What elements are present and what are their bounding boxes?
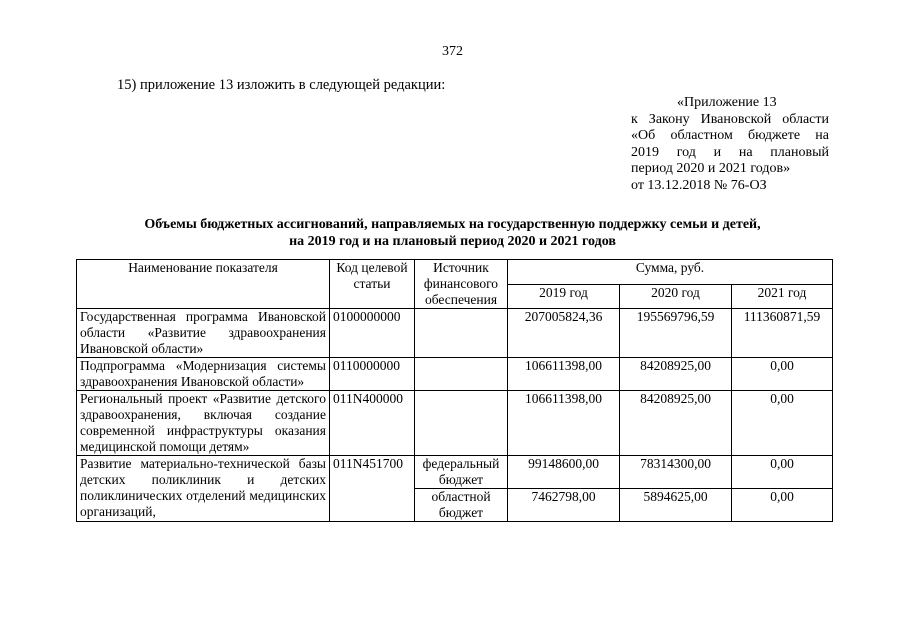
row-2019: 99148600,00 xyxy=(508,456,620,489)
row-source xyxy=(415,358,508,391)
row-source: областной бюджет xyxy=(415,489,508,522)
table-row xyxy=(77,309,833,358)
row-2019: 106611398,00 xyxy=(508,358,620,391)
title-line: Объемы бюджетных ассигнований, направляемых на государственную поддержку семьи и детей, xyxy=(144,217,761,232)
table-row xyxy=(77,358,833,391)
title-line: на 2019 год и на плановый период 2020 и 2021 годов xyxy=(289,234,616,249)
row-source xyxy=(415,309,508,358)
row-code: 011N400000 xyxy=(330,391,415,456)
header-2021: 2021 год xyxy=(732,284,833,309)
row-2021: 0,00 xyxy=(732,456,833,489)
appendix-line: к Закону Ивановской области xyxy=(631,111,829,127)
header-code: Код целевой статьи xyxy=(330,260,415,309)
header-source: Источник финансового обеспечения xyxy=(415,260,508,309)
appendix-line: «Об областном бюджете на xyxy=(631,128,829,143)
row-2020: 84208925,00 xyxy=(620,391,732,456)
header-2019: 2019 год xyxy=(508,284,620,309)
instruction-text: 15) приложение 13 изложить в следующей редакции: xyxy=(117,77,446,93)
document-title xyxy=(100,216,805,250)
appendix-line: от 13.12.2018 № 76-ОЗ xyxy=(631,177,767,193)
row-2021: 0,00 xyxy=(732,391,833,456)
row-2019: 207005824,36 xyxy=(508,309,620,358)
row-code: 0110000000 xyxy=(330,358,415,391)
row-code: 0100000000 xyxy=(330,309,415,358)
appendix-line: 2019 год и на плановый xyxy=(631,144,829,160)
header-name: Наименование показателя xyxy=(77,260,330,309)
row-2019: 106611398,00 xyxy=(508,391,620,456)
table-row xyxy=(77,456,833,489)
row-code: 011N451700 xyxy=(330,456,415,522)
appendix-line: период 2020 и 2021 годов» xyxy=(631,161,791,176)
row-2020: 84208925,00 xyxy=(620,358,732,391)
header-sum: Сумма, руб. xyxy=(508,260,833,285)
row-name: Развитие материально-технической базы детских поликлиник и детских поликлинических отделений медицинских организаций, xyxy=(77,456,330,522)
row-name: Региональный проект «Развитие детского здравоохранения, включая создание современной инфраструктуры оказания медицинской помощи детям» xyxy=(77,391,330,456)
row-2020: 195569796,59 xyxy=(620,309,732,358)
row-source: федеральный бюджет xyxy=(415,456,508,489)
header-2020: 2020 год xyxy=(620,284,732,309)
table-header-row xyxy=(77,260,833,285)
row-2021: 0,00 xyxy=(732,358,833,391)
row-2020: 78314300,00 xyxy=(620,456,732,489)
row-2021: 0,00 xyxy=(732,489,833,522)
page-number: 372 xyxy=(442,44,463,59)
appendix-reference xyxy=(631,95,829,194)
row-2021: 111360871,59 xyxy=(732,309,833,358)
row-source xyxy=(415,391,508,456)
row-2019: 7462798,00 xyxy=(508,489,620,522)
appendix-line: «Приложение 13 xyxy=(677,95,777,110)
row-name: Подпрограмма «Модернизация системы здравоохранения Ивановской области» xyxy=(77,358,330,391)
row-2020: 5894625,00 xyxy=(620,489,732,522)
budget-table xyxy=(76,259,833,522)
row-name: Государственная программа Ивановской области «Развитие здравоохранения Ивановской области» xyxy=(77,309,330,358)
table-row xyxy=(77,391,833,456)
